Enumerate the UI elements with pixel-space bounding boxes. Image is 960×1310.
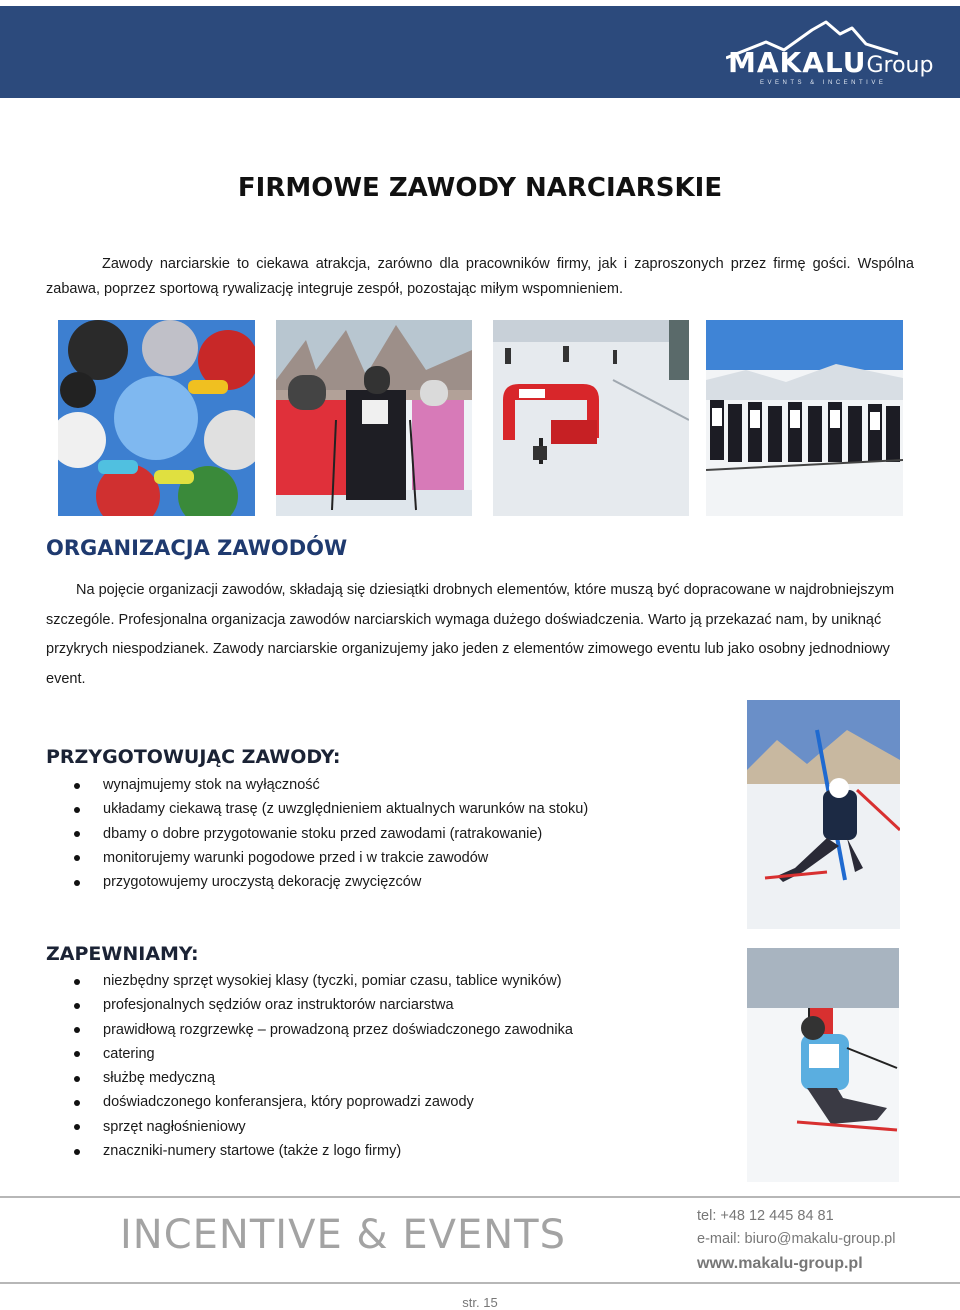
list-item: wynajmujemy stok na wyłączność: [60, 773, 588, 797]
list-item: sprzęt nagłośnieniowy: [60, 1115, 573, 1139]
photo-team-line: [706, 320, 903, 516]
preparing-heading: PRZYGOTOWUJĄC ZAWODY:: [46, 746, 341, 768]
company-logo: [726, 20, 934, 90]
footer-brand: INCENTIVE & EVENTS: [120, 1212, 566, 1258]
preparing-list: [60, 773, 588, 894]
logo-tagline: EVENTS & INCENTIVE: [760, 80, 887, 86]
header-bar: [0, 6, 960, 98]
footer-divider-top: [0, 1196, 960, 1198]
list-item: catering: [60, 1042, 573, 1066]
photo-giant-slalom: [747, 948, 899, 1182]
intro-paragraph: Zawody narciarskie to ciekawa atrakcja, zarówno dla pracowników firmy, jak i zaproszonych przez firmę gości. Wspólna zabawa, poprzez sportową rywalizację integruje zespół, pozostając miłym wspomnieniem.: [46, 256, 914, 297]
list-item: dbamy o dobre przygotowanie stoku przed zawodami (ratrakowanie): [60, 822, 588, 846]
logo-text: MAKALUGroup: [728, 46, 934, 79]
list-item: profesjonalnych sędziów oraz instruktorów narciarstwa: [60, 993, 573, 1017]
organization-heading: ORGANIZACJA ZAWODÓW: [46, 536, 348, 560]
photo-skiers-bibs: [276, 320, 472, 516]
organization-paragraph: Na pojęcie organizacji zawodów, składają się dziesiątki drobnych elementów, które muszą być dopracowane w najdrobniejszym szczególe. Profesjonalna organizacja zawodów narciarskich wymaga dużego doświadczenia. Warto ją przekazać nam, by uniknąć przykrych niespodzianek. Zawody narciarskie organizujemy jako jeden z elementów zimowego eventu lub jako osobny jednodniowy event.: [46, 582, 895, 687]
provide-heading: ZAPEWNIAMY:: [46, 943, 199, 965]
photo-ski-helmets: [58, 320, 255, 516]
page-number: str. 15: [462, 1295, 498, 1310]
footer-website[interactable]: www.makalu-group.pl: [697, 1255, 863, 1272]
list-item: monitorujemy warunki pogodowe przed i w trakcie zawodów: [60, 846, 588, 870]
list-item: doświadczonego konferansjera, który poprowadzi zawody: [60, 1090, 573, 1114]
page-title: FIRMOWE ZAWODY NARCIARSKIE: [237, 173, 723, 203]
list-item: niezbędny sprzęt wysokiej klasy (tyczki, pomiar czasu, tablice wyników): [60, 969, 573, 993]
list-item: znaczniki-numery startowe (także z logo firmy): [60, 1139, 573, 1163]
provide-list: [60, 969, 573, 1163]
photo-meta-arch: [493, 320, 689, 516]
footer-email: e-mail: biuro@makalu-group.pl: [697, 1231, 896, 1247]
list-item: prawidłową rozgrzewkę – prowadzoną przez doświadczonego zawodnika: [60, 1018, 573, 1042]
photo-slalom-skier: [747, 700, 900, 929]
list-item: służbę medyczną: [60, 1066, 573, 1090]
footer-phone: tel: +48 12 445 84 81: [697, 1208, 834, 1224]
list-item: układamy ciekawą trasę (z uwzględnieniem aktualnych warunków na stoku): [60, 797, 588, 821]
list-item: przygotowujemy uroczystą dekorację zwycięzców: [60, 870, 588, 894]
footer-divider-bottom: [0, 1282, 960, 1284]
